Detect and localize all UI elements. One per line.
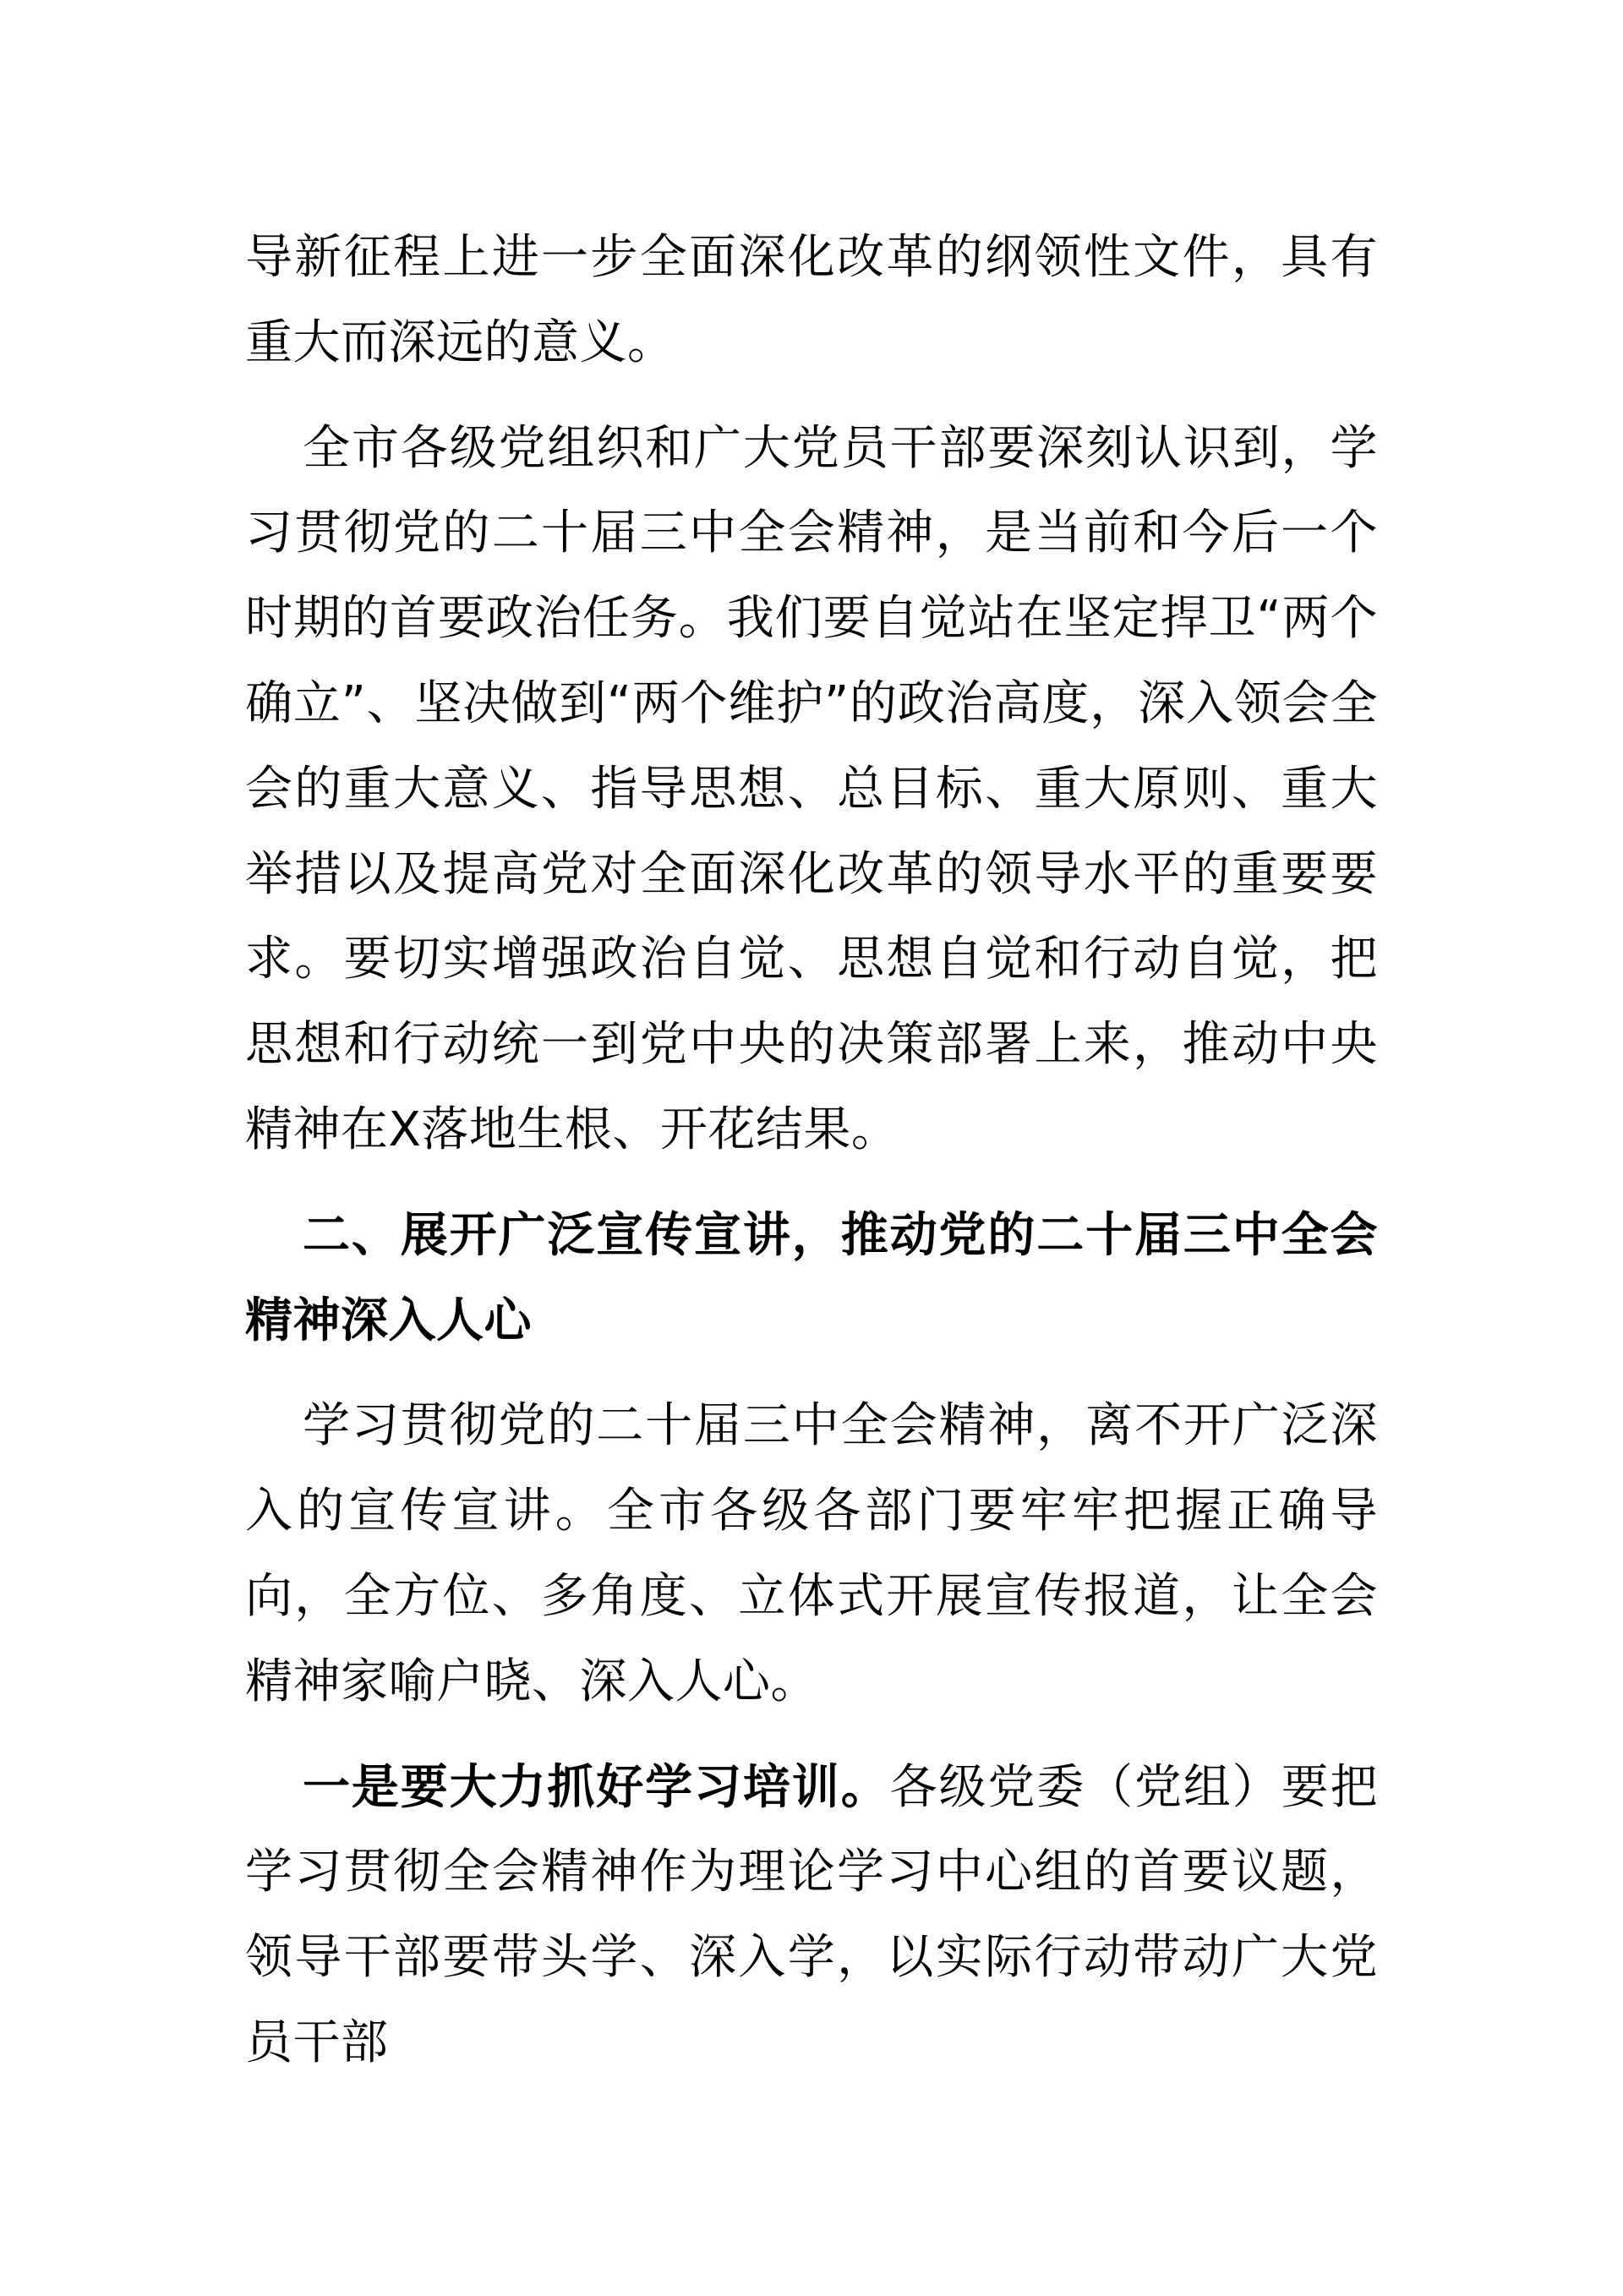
document-body: [245, 216, 1378, 2107]
paragraph-lead-text: 一是要大力抓好学习培训。: [303, 1759, 890, 1815]
paragraph-text: 学习贯彻党的二十届三中全会精神，离不开广泛深入的宣传宣讲。全市各级各部门要牢牢把握正确导向，全方位、多角度、立体式开展宣传报道，让全会精神家喻户晓、深入人心。: [245, 1398, 1378, 1709]
paragraph-study-importance: [245, 407, 1378, 1173]
paragraph-training: [245, 1746, 1378, 2086]
paragraph-propaganda: [245, 1384, 1378, 1725]
paragraph-continuation: [245, 216, 1378, 386]
section-heading-two: [245, 1194, 1378, 1364]
paragraph-text: 各级党委（党组）要把学习贯彻全会精神作为理论学习中心组的首要议题，领导干部要带头学、深入学，以实际行动带动广大党员干部: [245, 1759, 1379, 2070]
paragraph-text: 全市各级党组织和广大党员干部要深刻认识到，学习贯彻党的二十届三中全会精神，是当前和今后一个时期的首要政治任务。我们要自觉站在坚定捍卫“两个确立”、坚决做到“两个维护”的政治高度，深入领会全会的重大意义、指导思想、总目标、重大原则、重大举措以及提高党对全面深化改革的领导水平的重要要求。要切实增强政治自觉、思想自觉和行动自觉，把思想和行动统一到党中央的决策部署上来，推动中央精神在X落地生根、开花结果。: [245, 420, 1378, 1157]
paragraph-text: 导新征程上进一步全面深化改革的纲领性文件，具有重大而深远的意义。: [245, 230, 1378, 370]
heading-text: 二、展开广泛宣传宣讲，推动党的二十届三中全会精神深入人心: [245, 1207, 1378, 1348]
